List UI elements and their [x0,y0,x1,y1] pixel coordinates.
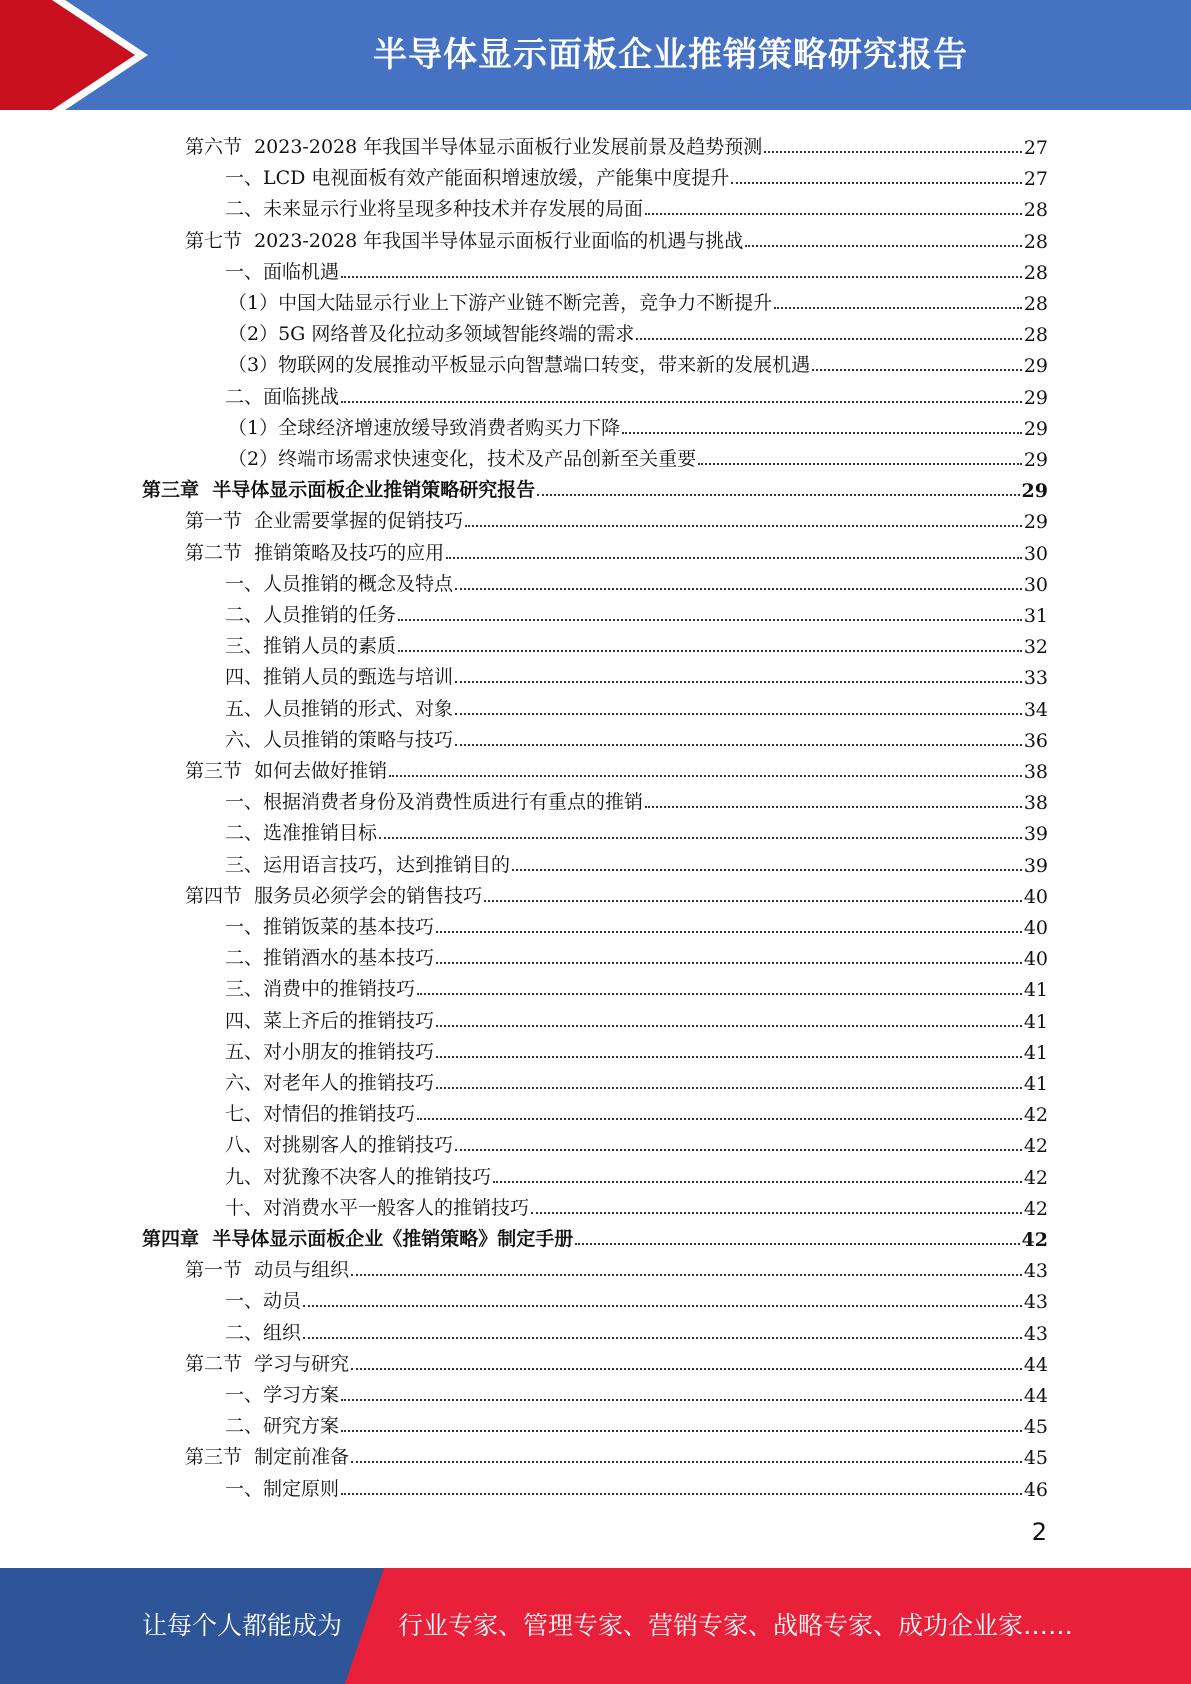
toc-entry[interactable] [225,1064,1048,1095]
toc-leader-dots [645,213,1022,215]
toc-entry-label: 一、推销饭菜的基本技巧 [225,916,435,938]
toc-leader-dots [774,307,1022,309]
toc-leader-dots [436,1056,1022,1058]
toc-entry[interactable] [185,1345,1048,1376]
toc-entry-page: 40 [1023,886,1048,908]
toc-leader-dots [455,1149,1022,1151]
toc-entry[interactable] [228,346,1048,377]
toc-entry-page: 45 [1023,1416,1048,1438]
toc-entry-label: 第一节 企业需要掌握的促销技巧 [185,510,464,532]
toc-leader-dots [436,1025,1022,1027]
toc-entry-label: （1）全球经济增速放缓导致消费者购买力下降 [228,417,621,439]
toc-entry[interactable] [225,1158,1048,1189]
toc-leader-dots [484,900,1022,902]
toc-entry-page: 39 [1023,855,1048,877]
toc-leader-dots [341,276,1022,278]
toc-entry[interactable] [225,1033,1048,1064]
toc-entry-page: 27 [1023,137,1048,159]
toc-entry-label: 第二节 学习与研究 [185,1353,350,1375]
toc-entry-page: 42 [1023,1198,1048,1220]
toc-leader-dots [341,401,1022,403]
toc-chapter-entry[interactable] [142,471,1048,502]
toc-leader-dots [341,1399,1022,1401]
toc-entry-page: 40 [1023,948,1048,970]
toc-leader-dots [341,1430,1022,1432]
footer-slogan-left: 让每个人都能成为 [142,1611,343,1640]
toc-leader-dots [512,869,1022,871]
toc-entry-page: 38 [1023,792,1048,814]
toc-entry[interactable] [225,596,1048,627]
toc-entry-page: 28 [1023,199,1048,221]
toc-entry-page: 39 [1023,823,1048,845]
toc-entry-page: 41 [1023,1011,1048,1033]
toc-entry-page: 43 [1023,1260,1048,1282]
footer-slogan-right: 行业专家、管理专家、营销专家、战略专家、成功企业家…… [398,1611,1074,1640]
toc-entry-label: 第四节 服务员必须学会的销售技巧 [185,885,483,907]
page-number: 2 [1031,1518,1047,1546]
toc-entry-page: 41 [1023,1073,1048,1095]
toc-entry-label: 第一节 动员与组织 [185,1259,350,1281]
toc-entry-page: 43 [1023,1323,1048,1345]
toc-entry[interactable] [225,159,1048,190]
toc-entry[interactable] [185,877,1048,908]
toc-entry-page: 28 [1023,293,1048,315]
toc-entry-page: 29 [1023,418,1048,440]
toc-entry-label: 二、面临挑战 [225,386,340,408]
toc-entry-label: 第六节 2023-2028 年我国半导体显示面板行业发展前景及趋势预测 [185,136,763,158]
toc-entry-label: 四、推销人员的甄选与培训 [225,666,454,688]
toc-leader-dots [764,151,1022,153]
toc-leader-dots [436,931,1022,933]
toc-entry-page: 30 [1023,574,1048,596]
toc-entry-page: 28 [1023,324,1048,346]
toc-entry-page: 44 [1023,1385,1048,1407]
toc-entry-page: 29 [1021,480,1048,502]
toc-entry[interactable] [225,783,1048,814]
toc-leader-dots [436,962,1022,964]
toc-entry-page: 28 [1023,231,1048,253]
toc-entry-label: 五、人员推销的形式、对象 [225,698,454,720]
toc-entry-page: 40 [1023,917,1048,939]
toc-entry[interactable] [225,1095,1048,1126]
toc-leader-dots [351,1368,1022,1370]
toc-entry[interactable] [225,1470,1048,1501]
toc-entry-label: （3）物联网的发展推动平板显示向智慧端口转变，带来新的发展机遇 [228,354,811,376]
toc-entry-page: 41 [1023,979,1048,1001]
toc-entry[interactable] [225,1314,1048,1345]
toc-leader-dots [645,806,1022,808]
toc-entry-page: 34 [1023,699,1048,721]
page-footer [0,1568,1191,1684]
toc-entry-label: 第三章 半导体显示面板企业推销策略研究报告 [142,479,536,501]
toc-entry[interactable] [225,1126,1048,1157]
toc-entry-page: 27 [1023,168,1048,190]
toc-leader-dots [698,463,1022,465]
toc-entry-label: 第三节 制定前准备 [185,1446,350,1468]
toc-entry[interactable] [225,1002,1048,1033]
toc-entry-page: 29 [1023,387,1048,409]
toc-entry-label: 二、研究方案 [225,1415,340,1437]
toc-leader-dots [303,1305,1022,1307]
toc-entry-label: 六、人员推销的策略与技巧 [225,729,454,751]
toc-entry-label: 二、选准推销目标 [225,822,378,844]
toc-entry[interactable] [228,284,1048,315]
toc-entry-page: 36 [1023,730,1048,752]
toc-entry[interactable] [225,846,1048,877]
toc-entry[interactable] [225,1282,1048,1313]
toc-entry-label: 第三节 如何去做好推销 [185,760,388,782]
toc-entry[interactable] [185,1438,1048,1469]
toc-leader-dots [537,494,1019,496]
toc-entry[interactable] [225,565,1048,596]
toc-leader-dots [622,432,1022,434]
toc-entry-label: 第七节 2023-2028 年我国半导体显示面板行业面临的机遇与挑战 [185,230,744,252]
toc-entry[interactable] [225,939,1048,970]
toc-entry-page: 42 [1023,1167,1048,1189]
toc-chapter-entry[interactable] [142,1220,1048,1251]
toc-entry-page: 43 [1023,1291,1048,1313]
toc-entry[interactable] [225,627,1048,658]
toc-entry[interactable] [225,690,1048,721]
toc-leader-dots [351,1461,1022,1463]
toc-leader-dots [455,681,1022,683]
toc-entry-page: 44 [1023,1354,1048,1376]
toc-entry-label: 第二节 推销策略及技巧的应用 [185,542,445,564]
toc-entry[interactable] [225,721,1048,752]
toc-entry-label: 一、面临机遇 [225,261,340,283]
toc-entry-page: 42 [1023,1104,1048,1126]
page-header [0,0,1191,110]
toc-entry[interactable] [225,1407,1048,1438]
toc-leader-dots [531,1212,1022,1214]
toc-entry-page: 29 [1023,449,1048,471]
toc-leader-dots [398,619,1022,621]
toc-entry-page: 41 [1023,1042,1048,1064]
toc-entry[interactable] [185,502,1048,533]
toc-entry[interactable] [225,378,1048,409]
toc-entry-label: 一、学习方案 [225,1384,340,1406]
toc-entry-page: 46 [1023,1479,1048,1501]
toc-leader-dots [389,775,1022,777]
toc-entry-label: 十、对消费水平一般客人的推销技巧 [225,1197,530,1219]
toc-entry-label: （2）终端市场需求快速变化，技术及产品创新至关重要 [228,448,697,470]
toc-entry-label: 八、对挑剔客人的推销技巧 [225,1134,454,1156]
toc-leader-dots [812,369,1022,371]
toc-leader-dots [303,1337,1022,1339]
toc-entry[interactable] [225,253,1048,284]
toc-leader-dots [398,650,1022,652]
toc-entry-label: 一、根据消费者身份及消费性质进行有重点的推销 [225,791,644,813]
toc-leader-dots [351,1274,1022,1276]
toc-entry-page: 33 [1023,667,1048,689]
toc-entry-page: 29 [1023,511,1048,533]
toc-entry[interactable] [228,409,1048,440]
toc-entry-page: 29 [1023,355,1048,377]
toc-entry[interactable] [225,658,1048,689]
toc-entry[interactable] [185,752,1048,783]
toc-entry-label: 二、人员推销的任务 [225,604,397,626]
toc-entry-page: 30 [1023,543,1048,565]
toc-entry-page: 28 [1023,262,1048,284]
toc-leader-dots [731,182,1021,184]
toc-entry-label: 二、未来显示行业将呈现多种技术并存发展的局面 [225,198,644,220]
toc-entry-label: （1）中国大陆显示行业上下游产业链不断完善，竞争力不断提升 [228,292,773,314]
toc-entry[interactable] [185,534,1048,565]
toc-leader-dots [417,993,1022,995]
toc-entry-label: 三、消费中的推销技巧 [225,978,416,1000]
toc-leader-dots [436,1087,1022,1089]
toc-leader-dots [636,338,1021,340]
toc-leader-dots [379,837,1022,839]
toc-entry-label: 二、组织 [225,1322,302,1344]
toc-leader-dots [417,1118,1022,1120]
toc-entry-label: 第四章 半导体显示面板企业《推销策略》制定手册 [142,1228,574,1250]
toc-entry-label: 四、菜上齐后的推销技巧 [225,1010,435,1032]
toc-leader-dots [446,557,1022,559]
toc-entry[interactable] [228,315,1048,346]
toc-entry[interactable] [185,1251,1048,1282]
toc-entry-label: 三、运用语言技巧，达到推销目的 [225,854,511,876]
toc-entry-label: 一、制定原则 [225,1478,340,1500]
toc-leader-dots [575,1243,1019,1245]
toc-leader-dots [465,525,1022,527]
toc-entry-label: 二、推销酒水的基本技巧 [225,947,435,969]
toc-entry[interactable] [225,908,1048,939]
toc-entry[interactable] [225,970,1048,1001]
toc-entry[interactable] [185,128,1048,159]
toc-entry[interactable] [225,814,1048,845]
toc-entry-label: 九、对犹豫不决客人的推销技巧 [225,1166,492,1188]
toc-entry[interactable] [225,1376,1048,1407]
header-arrow-decoration [0,0,160,110]
toc-leader-dots [455,713,1022,715]
toc-leader-dots [455,744,1022,746]
toc-entry-page: 38 [1023,761,1048,783]
toc-entry-label: 六、对老年人的推销技巧 [225,1072,435,1094]
toc-entry-page: 32 [1023,636,1048,658]
toc-entry-page: 45 [1023,1447,1048,1469]
toc-leader-dots [745,245,1022,247]
toc-entry[interactable] [228,440,1048,471]
toc-entry-label: （2）5G 网络普及化拉动多领域智能终端的需求 [228,323,635,345]
toc-entry-label: 五、对小朋友的推销技巧 [225,1041,435,1063]
toc-entry[interactable] [185,222,1048,253]
toc-entry-page: 42 [1023,1135,1048,1157]
toc-leader-dots [341,1493,1022,1495]
toc-entry[interactable] [225,190,1048,221]
toc-entry-label: 三、推销人员的素质 [225,635,397,657]
toc-entry[interactable] [225,1189,1048,1220]
toc-leader-dots [493,1181,1022,1183]
toc-entry-page: 31 [1023,605,1048,627]
toc-leader-dots [455,588,1022,590]
toc-entry-label: 一、人员推销的概念及特点 [225,573,454,595]
toc-entry-label: 七、对情侣的推销技巧 [225,1103,416,1125]
toc-entry-label: 一、动员 [225,1290,302,1312]
toc-entry-page: 42 [1021,1229,1048,1251]
toc-entry-label: 一、LCD 电视面板有效产能面积增速放缓，产能集中度提升 [225,167,730,189]
header-title: 半导体显示面板企业推销策略研究报告 [373,35,968,75]
